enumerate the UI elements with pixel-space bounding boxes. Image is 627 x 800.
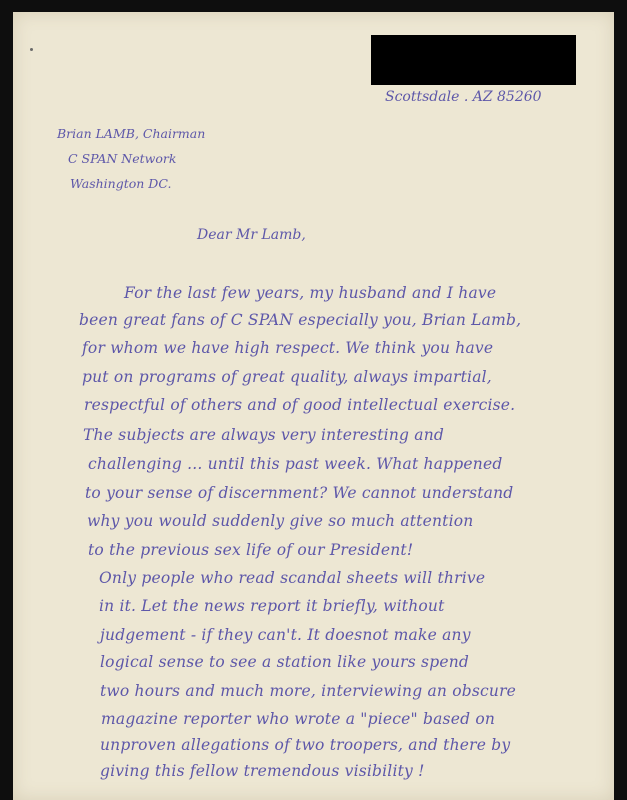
inside-address-line: C SPAN Network	[68, 151, 177, 166]
body-line: for whom we have high respect. We think you have	[82, 339, 494, 357]
body-line: two hours and much more, interviewing an obscure	[100, 682, 517, 700]
sender-address: Scottsdale . AZ 85260	[385, 89, 542, 105]
body-line: giving this fellow tremendous visibility !	[100, 762, 425, 780]
body-line: been great fans of C SPAN especially you, Brian Lamb,	[79, 311, 522, 329]
body-line: Only people who read scandal sheets will thrive	[99, 569, 486, 587]
inside-address-line: Washington DC.	[70, 176, 172, 191]
salutation: Dear Mr Lamb,	[197, 227, 306, 243]
body-line: The subjects are always very interesting and	[83, 426, 445, 444]
body-line: in it. Let the news report it briefly, without	[99, 597, 445, 615]
body-line: logical sense to see a station like yours spend	[100, 653, 469, 671]
body-line: For the last few years, my husband and I have	[124, 284, 497, 302]
body-line: magazine reporter who wrote a "piece" based on	[101, 710, 496, 728]
body-line: why you would suddenly give so much attention	[87, 512, 474, 530]
body-line: to your sense of discernment? We cannot understand	[85, 484, 514, 502]
redacted-block	[371, 35, 576, 85]
paper-speck	[30, 48, 33, 51]
body-line: unproven allegations of two troopers, and there by	[100, 736, 511, 754]
body-line: judgement - if they can't. It doesnot make any	[100, 626, 471, 644]
body-line: challenging ... until this past week. What happened	[88, 455, 503, 473]
body-line: to the previous sex life of our President!	[88, 541, 414, 559]
body-line: respectful of others and of good intellectual exercise.	[84, 396, 516, 414]
body-line: put on programs of great quality, always impartial,	[82, 368, 492, 386]
inside-address-line: Brian LAMB, Chairman	[57, 126, 206, 141]
